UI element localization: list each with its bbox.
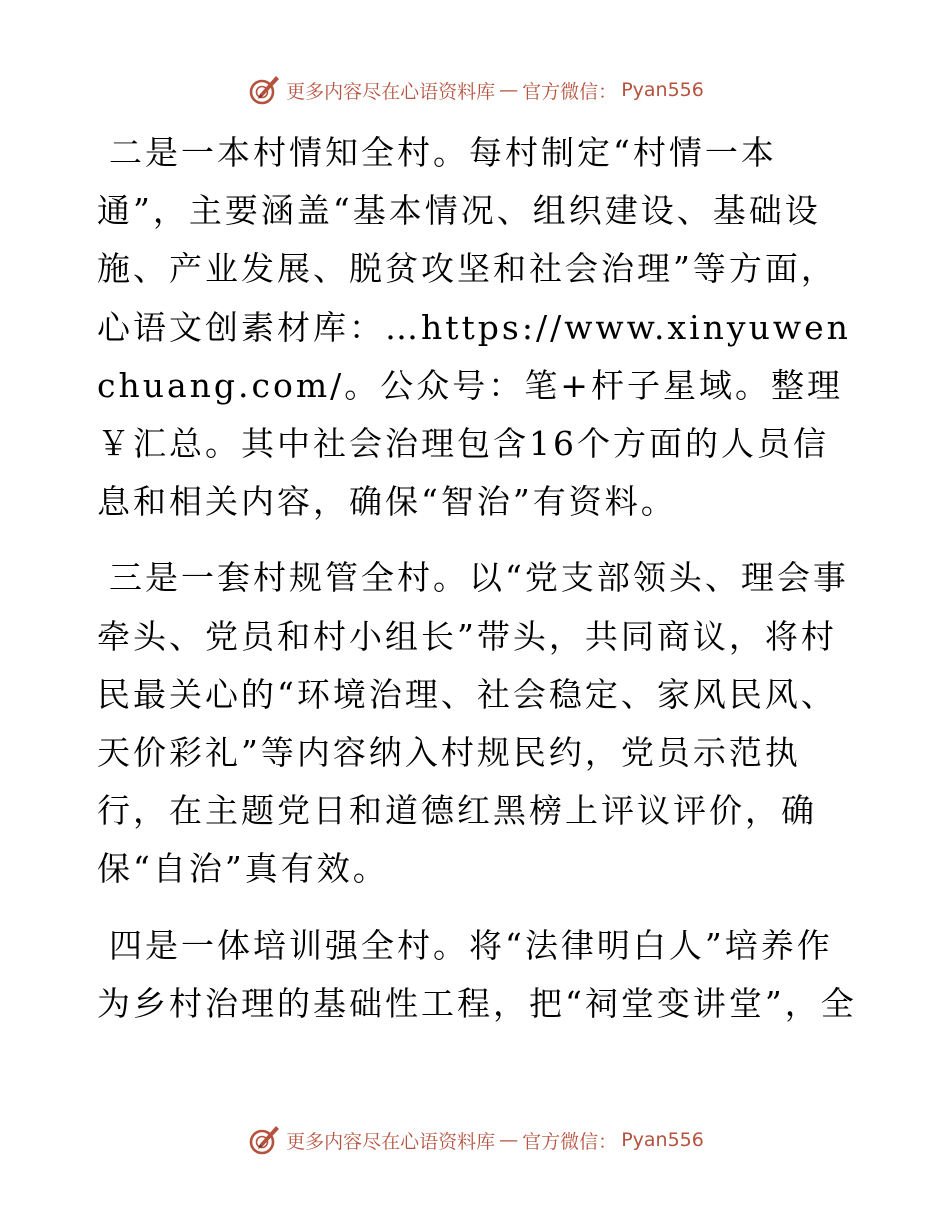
watermark-wechat-id: Pyan556 [621, 1129, 704, 1151]
watermark-group [246, 72, 704, 108]
watermark-site-text: 更多内容尽在心语资料库 [286, 80, 496, 103]
quill-pen-circle-icon [246, 72, 282, 108]
paragraph-village-rules: 三是一套村规管全村。以“党支部领头、理会事牵头、党员和村小组长”带头，共同商议，将村民最关心的“环境治理、社会稳定、家风民风、天价彩礼”等内容纳入村规民约，党员示范执行，在主题党日和道德红黑榜上评议评价，确保“自治”真有效。 [97, 558, 849, 889]
watermark-dash: — [499, 79, 519, 101]
watermark-wechat-label: 官方微信： [522, 80, 618, 103]
watermark-wechat-id: Pyan556 [621, 79, 704, 101]
document-body [97, 124, 857, 1033]
watermark-dash: — [499, 1129, 519, 1151]
paragraph-village-training: 四是一体培训强全村。将“法律明白人”培养作为乡村治理的基础性工程，把“祠堂变讲堂”，全 [97, 925, 857, 1023]
watermark-group [246, 1122, 704, 1158]
footer-watermark [0, 1120, 950, 1160]
header-watermark [0, 70, 950, 110]
quill-pen-circle-icon [246, 1122, 282, 1158]
watermark-site-text: 更多内容尽在心语资料库 [286, 1130, 496, 1153]
paragraph-village-info: 二是一本村情知全村。每村制定“村情一本通”，主要涵盖“基本情况、组织建设、基础设施、产业发展、脱贫攻坚和社会治理”等方面，心语文创素材库：…https://www.xinyuwenchuang.com/。公众号：笔+杆子星域。整理￥汇总。其中社会治理包含16个方面的人员信息和相关内容，确保“智治”有资料。 [97, 133, 851, 522]
watermark-wechat-label: 官方微信： [522, 1130, 618, 1153]
